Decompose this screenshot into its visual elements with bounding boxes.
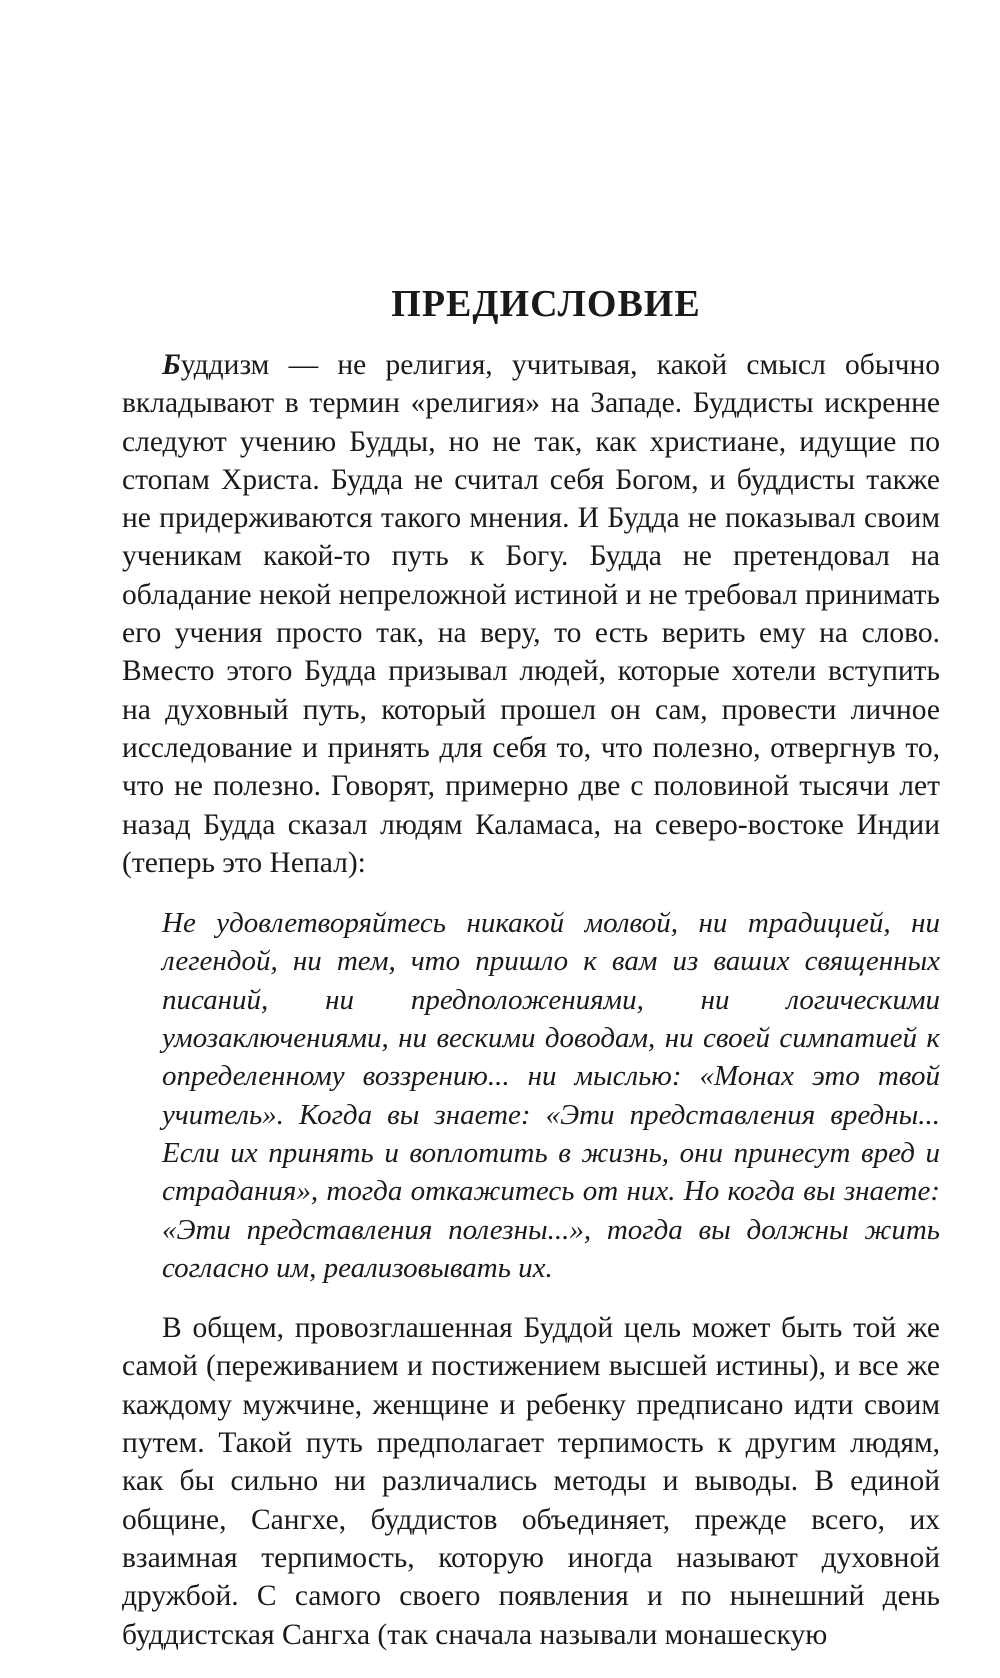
drop-letter: Б: [162, 349, 181, 381]
paragraph-sangha: В общем, провозглашенная Буддой цель может быть той же самой (переживанием и постижением высшей истины), и все же каждому мужчине, женщине и ребенку предписано идти своим путем. Такой путь предполагает терпимость к другим людям, как бы сильно ни различались методы и выводы. В единой общине, Сангхе, буддистов объединяет, прежде всего, их взаимная терпимость, которую иногда называют духовной дружбой. С самого своего появления и по нынешний день буддистская Сангха (так сначала называли монашескую: [122, 1312, 940, 1651]
paragraph-intro-text: уддизм — не религия, учитывая, какой смысл обычно вкладывают в термин «религия» на Западе. Буддисты искренне следуют учению Будды, но не так, как христиане, идущие по стопам Христа. Будда не считал себя Богом, и буддисты также не придерживаются такого мнения. И Будда не показывал своим ученикам какой-то путь к Богу. Будда не претендовал на обладание некой непреложной истиной и не требовал принимать его учения просто так, на веру, то есть верить ему на слово. Вместо этого Будда призывал людей, которые хотели вступить на духовный путь, который прошел он сам, провести личное исследование и принять для себя то, что полезно, отвергнув то, что не полезно. Говорят, примерно две с половиной тысячи лет назад Будда сказал людям Каламаса, на северо-востоке Индии (теперь это Непал):: [122, 349, 940, 879]
paragraph-intro: [122, 346, 940, 882]
buddha-quote: Не удовлетворяйтесь никакой молвой, ни традицией, ни легендой, ни тем, что пришло к вам из ваших священных писаний, ни предположениями, ни логическими умозаключениями, ни вескими доводам, ни своей симпатией к определенному воззрению... ни мыслью: «Монах это твой учитель». Когда вы знаете: «Эти представления вредны... Если их принять и воплотить в жизнь, они принесут вред и страдания», тогда откажитесь от них. Но когда вы знаете: «Эти представления полезны...», тогда вы должны жить согласно им, реализовывать их.: [162, 907, 940, 1284]
page-title: ПРЕДИСЛОВИЕ: [391, 283, 701, 325]
